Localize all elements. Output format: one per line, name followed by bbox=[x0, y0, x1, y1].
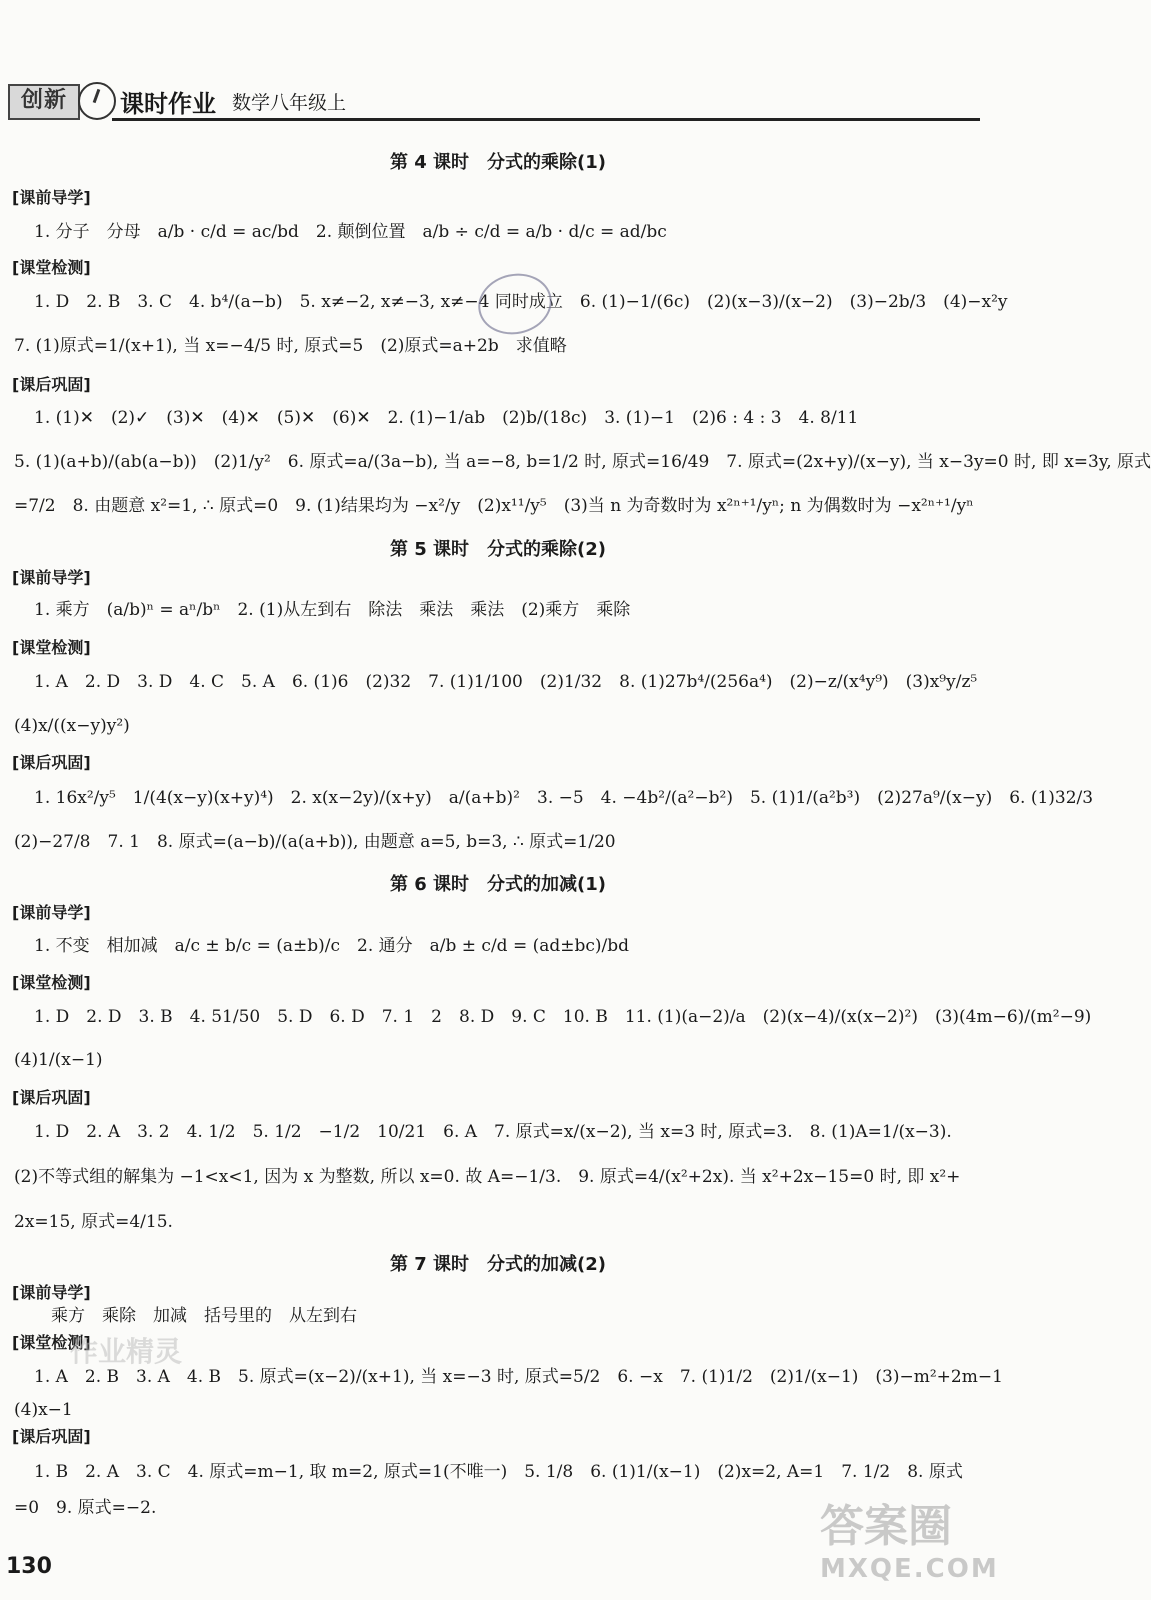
section-label: [课堂检测] bbox=[12, 973, 91, 992]
answer-line: (2)−27/8 7. 1 8. 原式=(a−b)/(a(a+b)), 由题意 a=5, b=3, ∴ 原式=1/20 bbox=[14, 832, 616, 852]
answer-line: (4)x−1 bbox=[14, 1400, 73, 1420]
answer-line: 1. 16x²/y⁵ 1/(4(x−y)(x+y)⁴) 2. x(x−2y)/(x+y) a/(a+b)² 3. −5 4. −4b²/(a²−b²) 5. (1)1/(a²b³) (2)27a⁹/(x−y) 6. (1)32/3 bbox=[34, 788, 1094, 808]
answer-line: 2x=15, 原式=4/15. bbox=[14, 1212, 173, 1232]
answer-line: 乘方 乘除 加减 括号里的 从左到右 bbox=[34, 1306, 357, 1326]
answer-line: (4)x/((x−y)y²) bbox=[14, 716, 130, 736]
answer-line: 1. A 2. D 3. D 4. C 5. A 6. (1)6 (2)32 7. (1)1/100 (2)1/32 8. (1)27b⁴/(256a⁴) (2)−z/(x⁴y⁹) (3)x⁹y/z⁵ bbox=[34, 672, 978, 692]
watermark-logo-text: 答案圈 bbox=[820, 1501, 952, 1552]
section-label: [课前导学] bbox=[12, 568, 91, 587]
answer-line: =0 9. 原式=−2. bbox=[14, 1498, 157, 1518]
section-label: [课堂检测] bbox=[12, 1333, 91, 1352]
watermark-left: 作业精灵 bbox=[70, 1335, 183, 1368]
section-label: [课前导学] bbox=[12, 188, 91, 207]
ink-stamp bbox=[473, 267, 558, 341]
lesson-title: 第 4 课时 分式的乘除(1) bbox=[389, 152, 607, 173]
answer-line: 1. 乘方 (a/b)ⁿ = aⁿ/bⁿ 2. (1)从左到右 除法 乘法 乘法 (2)乘方 乘除 bbox=[34, 600, 631, 620]
section-label: [课前导学] bbox=[12, 1283, 91, 1302]
answer-line: 7. (1)原式=1/(x+1), 当 x=−4/5 时, 原式=5 (2)原式=a+2b 求值略 bbox=[14, 336, 567, 356]
answer-line: 1. D 2. A 3. 2 4. 1/2 5. 1/2 −1/2 10/21 6. A 7. 原式=x/(x−2), 当 x=3 时, 原式=3. 8. (1)A=1/(x−3). bbox=[34, 1122, 952, 1142]
section-label: [课后巩固] bbox=[12, 753, 91, 772]
answer-line: =7/2 8. 由题意 x²=1, ∴ 原式=0 9. (1)结果均为 −x²/y (2)x¹¹/y⁵ (3)当 n 为奇数时为 x²ⁿ⁺¹/yⁿ; n 为偶数时为 −x²ⁿ⁺¹/yⁿ bbox=[14, 496, 974, 516]
answer-line: 1. B 2. A 3. C 4. 原式=m−1, 取 m=2, 原式=1(不唯一) 5. 1/8 6. (1)1/(x−1) (2)x=2, A=1 7. 1/2 8. 原式 bbox=[34, 1462, 963, 1482]
section-label: [课后巩固] bbox=[12, 1088, 91, 1107]
watermark-right bbox=[820, 1490, 999, 1590]
section-label: [课前导学] bbox=[12, 903, 91, 922]
answer-line: 1. (1)✕ (2)✓ (3)✕ (4)✕ (5)✕ (6)✕ 2. (1)−1/ab (2)b/(18c) 3. (1)−1 (2)6 : 4 : 3 4. 8/11 bbox=[34, 408, 859, 428]
lesson-title: 第 7 课时 分式的加减(2) bbox=[389, 1254, 607, 1275]
section-label: [课后巩固] bbox=[12, 375, 91, 394]
subject-title: 数学八年级上 bbox=[232, 92, 347, 114]
section-label: [课堂检测] bbox=[12, 258, 91, 277]
answer-line: (4)1/(x−1) bbox=[14, 1050, 103, 1070]
section-label: [课堂检测] bbox=[12, 638, 91, 657]
answer-line: 5. (1)(a+b)/(ab(a−b)) (2)1/y² 6. 原式=a/(3a−b), 当 a=−8, b=1/2 时, 原式=16/49 7. 原式=(2x+y)/(x−y), 当 x−3y=0 时, 即 x=3y, 原式 bbox=[14, 452, 1151, 472]
series-title: 课时作业 bbox=[120, 90, 216, 118]
watermark-url: MXQE.COM bbox=[820, 1554, 999, 1584]
clock-icon bbox=[78, 82, 116, 120]
lesson-title: 第 5 课时 分式的乘除(2) bbox=[389, 539, 607, 560]
answer-line: (2)不等式组的解集为 −1<x<1, 因为 x 为整数, 所以 x=0. 故 A=−1/3. 9. 原式=4/(x²+2x). 当 x²+2x−15=0 时, 即 x²+ bbox=[14, 1167, 961, 1187]
answer-line: 1. A 2. B 3. A 4. B 5. 原式=(x−2)/(x+1), 当 x=−3 时, 原式=5/2 6. −x 7. (1)1/2 (2)1/(x−1) (3)−m²+2m−1 bbox=[34, 1367, 1003, 1387]
page-number: 130 bbox=[6, 1554, 52, 1579]
answer-line: 1. D 2. D 3. B 4. 51/50 5. D 6. D 7. 1 2 8. D 9. C 10. B 11. (1)(a−2)/a (2)(x−4)/(x(x−2)²) (3)(4m−6)/(m²−9) bbox=[34, 1007, 1092, 1027]
section-label: [课后巩固] bbox=[12, 1427, 91, 1446]
answer-line: 1. 不变 相加减 a/c ± b/c = (a±b)/c 2. 通分 a/b ± c/d = (ad±bc)/bd bbox=[34, 936, 630, 956]
answer-line: 1. D 2. B 3. C 4. b⁴/(a−b) 5. x≠−2, x≠−3, x≠−4 同时成立 6. (1)−1/(6c) (2)(x−3)/(x−2) (3)−2b/3 (4)−x²y bbox=[34, 292, 1008, 312]
brand-logo: 创新 bbox=[8, 84, 80, 120]
lesson-title: 第 6 课时 分式的加减(1) bbox=[389, 874, 607, 895]
header-rule bbox=[112, 118, 980, 121]
page-header bbox=[0, 78, 980, 122]
answer-line: 1. 分子 分母 a/b · c/d = ac/bd 2. 颠倒位置 a/b ÷ c/d = a/b · d/c = ad/bc bbox=[34, 222, 667, 242]
